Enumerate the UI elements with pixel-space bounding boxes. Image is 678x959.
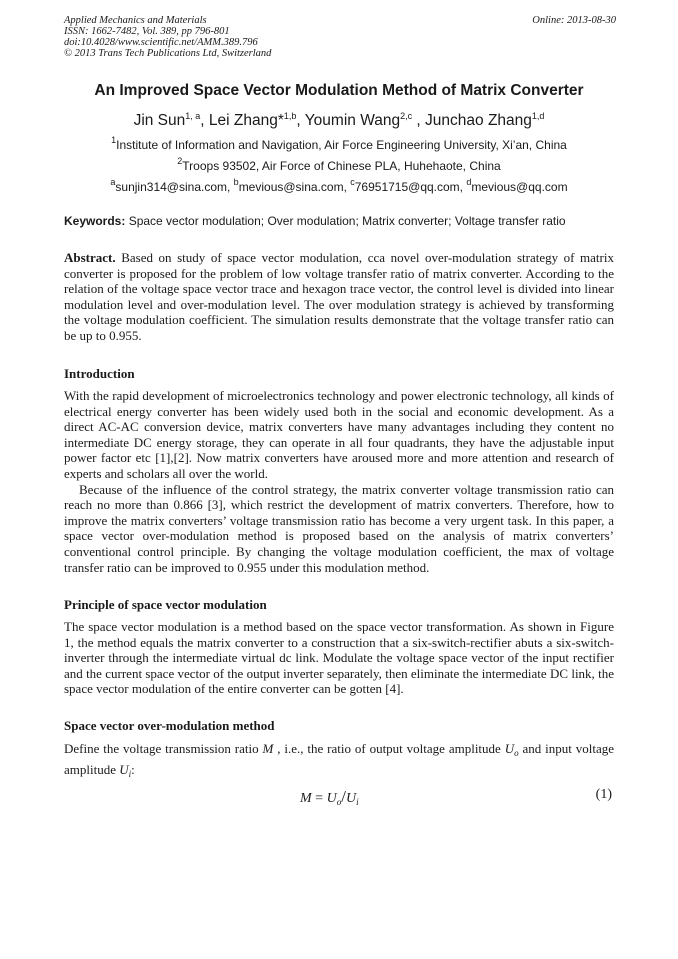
affiliation-2: $^2$Troops 93502, Air Force of Chinese PLA, Huhehaote, China	[177, 156, 501, 173]
section-heading-overmodulation: Space vector over-modulation method	[64, 718, 275, 733]
author-name: Jin Sun	[133, 112, 186, 129]
journal-doi: doi:10.4028/www.scientific.net/AMM.389.796	[64, 37, 258, 48]
author-name: Youmin Wang	[304, 112, 401, 129]
paragraph: Define the voltage transmission ratio M , i.e., the ratio of output voltage amplitude $U_o$ and input voltage amplitude $U_i$:	[64, 741, 615, 779]
equation-formula: $M = U_o/U_i$	[300, 787, 359, 807]
paragraph: The space vector modulation is a method based on the space vector transformation. As shown in Figure 1, the method equals the matrix converter to a construction that a six-switch-rectifier abuts a six-switch-inverter through the intermediate virtual dc link. Modulate the voltage space vector of the input rectifier and the current space vector of the output inverter separately, then eliminate the intermediate DC link, the space vector modulation of the entire converter can be gotten [4].	[64, 619, 614, 697]
journal-name: Applied Mechanics and Materials	[64, 15, 207, 26]
abstract	[64, 250, 614, 344]
affiliation-1: $^1$Institute of Information and Navigation, Air Force Engineering University, Xi’an, China	[111, 135, 567, 152]
keywords-label: Keywords:	[64, 214, 126, 228]
introduction-body	[64, 388, 614, 575]
abstract-text: Based on study of space vector modulation, cca novel over-modulation strategy of matrix converter is proposed for the problem of low voltage transfer ratio of matrix converter. According to the relation of the voltage space vector trace and hexagon trace vector, the control level is divided into linear modulation level and over-modulation level. The over modulation strategy is achieved by transforming the voltage modulation coefficient. The simulation results demonstrate that the voltage transfer ratio can be up to 0.955.	[64, 250, 614, 343]
journal-header	[64, 15, 616, 59]
paragraph: Because of the influence of the control strategy, the matrix converter voltage transmission ratio can reach no more than 0.866 [3], which restrict the development of matrix converters. Therefore, how to improve the matrix converters’ voltage transmission ratio has become a very urgent task. In this paper, a space vector over-modulation method is proposed based on the analysis of matrix converters’ conventional control principle. By changing the voltage modulation coefficient, the max of voltage transfer ratio can be improved to 0.955 under this modulation method.	[64, 481, 614, 575]
keywords	[64, 214, 616, 228]
author-sup: 1, a	[185, 111, 201, 121]
author-name: Junchao Zhang	[425, 112, 532, 129]
journal-issn: ISSN: 1662-7482, Vol. 389, pp 796-801	[64, 26, 230, 37]
section-heading-introduction: Introduction	[64, 366, 135, 381]
paragraph: With the rapid development of microelectronics technology and power electronic technology, all kinds of electrical energy converter has been widely used both in the social and economic development. As a direct AC-AC conversion device, matrix converters have many advantages including they content no intermediate DC energy storage, they can operate in all four quadrants, they have the adjustable input power factor etc [1],[2]. Now matrix converters have aroused more and more attention and research of experts and scholars all over the world.	[64, 388, 614, 481]
principle-body	[64, 619, 614, 697]
email-list: $^a$sunjin314@sina.com, $^b$mevious@sina.com, $^c$76951715@qq.com, $^d$mevious@qq.com	[110, 177, 568, 194]
keywords-text: Space vector modulation; Over modulation; Matrix converter; Voltage transfer ratio	[125, 214, 566, 228]
author-list: Jin Sun$^{1, a}$, Lei Zhang*$^{1,b}$, Youmin Wang$^{2,c}$ , Junchao Zhang$^{1,d}$	[133, 111, 545, 129]
author-name: Lei Zhang*	[208, 112, 284, 129]
author-sup: 2,c	[400, 111, 413, 121]
journal-copyright: © 2013 Trans Tech Publications Ltd, Switzerland	[64, 48, 272, 59]
overmodulation-body	[64, 741, 614, 782]
author-sup: 1,b	[283, 111, 297, 121]
paper-title: An Improved Space Vector Modulation Method of Matrix Converter	[94, 82, 584, 99]
section-heading-principle: Principle of space vector modulation	[64, 597, 267, 612]
equation-number: (1)	[595, 787, 612, 802]
author-sup: 1,d	[531, 111, 545, 121]
abstract-label: Abstract.	[64, 250, 116, 265]
online-date: Online: 2013-08-30	[532, 15, 616, 26]
